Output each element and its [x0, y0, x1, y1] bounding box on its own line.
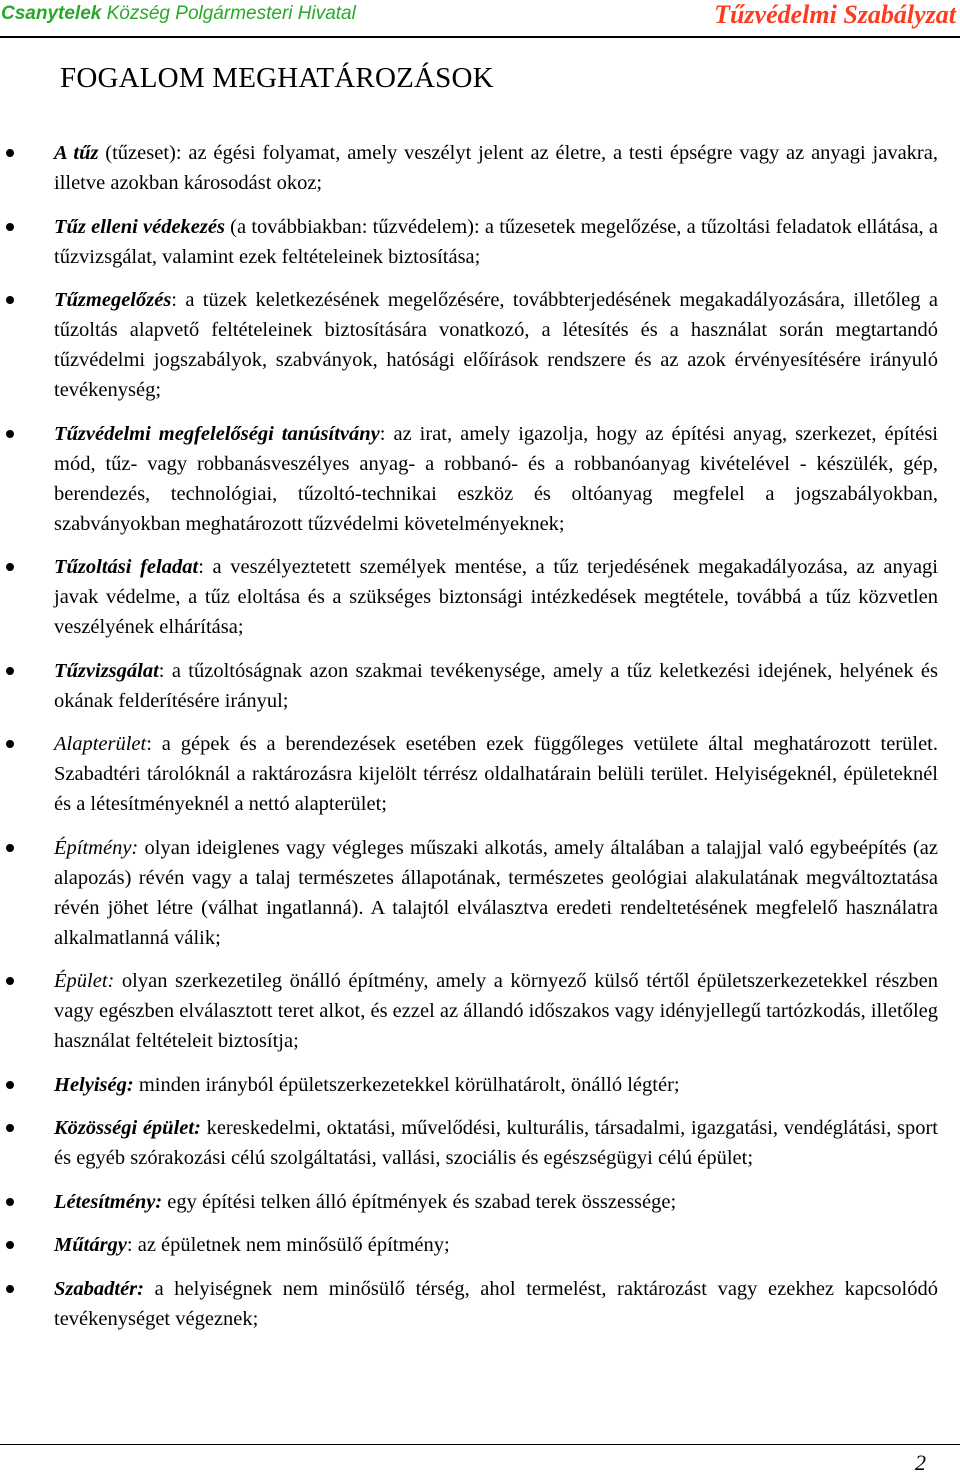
definition-text: minden irányból épületszerkezetekkel körülhatárolt, önálló légtér;: [133, 1073, 680, 1096]
bullet-icon: [6, 1198, 14, 1206]
definition-item: [0, 833, 960, 953]
definition-item: [0, 1070, 960, 1100]
definition-term: A tűz: [54, 142, 99, 164]
page-number: 2: [915, 1450, 926, 1475]
definition-term: Tűz elleni védekezés: [54, 215, 225, 238]
definition-item: [0, 729, 960, 819]
definition-term: Tűzoltási feladat: [54, 556, 199, 578]
header-divider: [0, 36, 960, 38]
definition-text: egy építési telken álló építmények és szabad terek összessége;: [162, 1190, 677, 1213]
definition-text: : a gépek és a berendezések esetében ezek függőleges vetülete által meghatározott terület. Szabadtéri tárolóknál a raktározásra kijelölt térrész oldalhatárain belüli terület. Helyiségeknél, épületeknél és a létesítményeknél a nettó alapterület;: [54, 733, 938, 815]
definition-text: kereskedelmi, oktatási, művelődési, kulturális, társadalmi, igazgatási, vendéglátási, sport és egyéb szórakozási célú szolgáltatási, vallási, szociális és egészségügyi célú épület;: [54, 1117, 938, 1169]
footer-divider: [0, 1444, 960, 1445]
definition-item: [0, 1230, 960, 1260]
bullet-icon: [6, 149, 14, 157]
definition-term: Szabadtér:: [54, 1277, 144, 1300]
bullet-icon: [6, 296, 14, 304]
definition-term: Építmény:: [54, 836, 139, 859]
definition-text: : az épületnek nem minősülő építmény;: [126, 1234, 450, 1256]
definition-item: [0, 212, 960, 272]
definition-item: [0, 1274, 960, 1334]
header-office: Község Polgármesteri Hivatal: [106, 3, 356, 24]
bullet-icon: [6, 1285, 14, 1293]
page-header: [0, 0, 960, 36]
definition-term: Tűzmegelőzés: [54, 289, 172, 311]
definition-term: Helyiség:: [54, 1073, 134, 1096]
definition-item: [0, 552, 960, 642]
definition-text: (tűzeset): az égési folyamat, amely veszélyt jelent az életre, a testi épségre vagy az anyagi javakra, illetve azokban károsodást okoz;: [54, 142, 938, 194]
definition-term: Műtárgy: [54, 1234, 127, 1256]
bullet-icon: [6, 1241, 14, 1249]
bullet-icon: [6, 667, 14, 675]
definition-term: Létesítmény:: [54, 1190, 163, 1213]
definition-item: [0, 285, 960, 405]
definition-term: Tűzvédelmi megfelelőségi tanúsítvány: [54, 422, 380, 445]
header-brand: Csanytelek: [1, 3, 102, 24]
header-organization: [1, 3, 356, 25]
bullet-icon: [6, 844, 14, 852]
bullet-icon: [6, 1081, 14, 1089]
header-document-title: Tűzvédelmi Szabályzat: [714, 0, 956, 29]
bullet-icon: [6, 223, 14, 231]
definition-item: [0, 1113, 960, 1173]
definition-text: olyan szerkezetileg önálló építmény, amely a környező külső tértől épületszerkezetekkel részben vagy egészben elválasztott teret alkot, és ezzel az állandó időszakos vagy idényjellegű tartózkodás, illetőleg használat feltételeit biztosítja;: [54, 970, 939, 1052]
definition-term: Alapterület: [54, 733, 147, 755]
definition-term: Épület:: [54, 970, 115, 992]
definition-text: (a továbbiakban: tűzvédelem): a tűzesetek megelőzése, a tűzoltási feladatok ellátása, a tűzvizsgálat, valamint ezek feltételeinek biztosítása;: [54, 215, 938, 268]
bullet-icon: [6, 1124, 14, 1132]
definition-item: [0, 966, 960, 1056]
definition-list: [0, 138, 960, 1347]
section-title: FOGALOM MEGHATÁROZÁSOK: [60, 62, 494, 94]
bullet-icon: [6, 740, 14, 748]
definition-text: olyan ideiglenes vagy végleges műszaki alkotás, amely általában a talajjal való egybeépítés (az alapozás) révén vagy a talaj természetes állapotának, természetes geológiai alakulatának megváltoztatása révén jöhet létre (válhat ingatlanná). A talajtól elválasztva eredeti rendeltetésének megfelelő használatra alkalmatlanná válik;: [54, 836, 938, 949]
definition-text: : az irat, amely igazolja, hogy az építési anyag, szerkezet, építési mód, tűz- vagy robbanásveszélyes anyag- a robbanó- és a robbanóanyag kivételével - készülék, gép, berendezés, technológiai, tűzoltó-technikai eszköz és oltóanyag megfelel a jogszabályokban, szabványokban meghatározott tűzvédelmi követelményeknek;: [54, 422, 938, 535]
definition-item: [0, 138, 960, 198]
definition-term: Tűzvizsgálat: [54, 659, 159, 682]
bullet-icon: [6, 563, 14, 571]
bullet-icon: [6, 430, 14, 438]
definition-text: : a tüzek keletkezésének megelőzésére, továbbterjedésének megakadályozására, illetőleg a tűzoltás alapvető feltételeinek biztosítására vonatkozó, a létesítés és a használat során megtartandó tűzvédelmi jogszabályok, szabványok, hatósági előírások rendszere és az azok érvényesítésére irányuló tevékenység;: [54, 289, 938, 401]
definition-text: a helyiségnek nem minősülő térség, ahol termelést, raktározást vagy ezekhez kapcsolódó tevékenységet végeznek;: [54, 1277, 938, 1330]
definition-item: [0, 656, 960, 716]
definition-text: : a veszélyeztetett személyek mentése, a tűz terjedésének megakadályozása, az anyagi javak védelme, a tűz eloltása és a szükséges biztonsági intézkedések megtétele, továbbá a tűz közvetlen veszélyének elhárítása;: [54, 556, 938, 638]
definition-item: [0, 1187, 960, 1217]
bullet-icon: [6, 977, 14, 985]
definition-item: [0, 419, 960, 539]
definition-text: : a tűzoltóságnak azon szakmai tevékenysége, amely a tűz keletkezési idejének, helyének és okának felderítésére irányul;: [54, 659, 938, 712]
definition-term: Közösségi épület:: [54, 1117, 201, 1139]
